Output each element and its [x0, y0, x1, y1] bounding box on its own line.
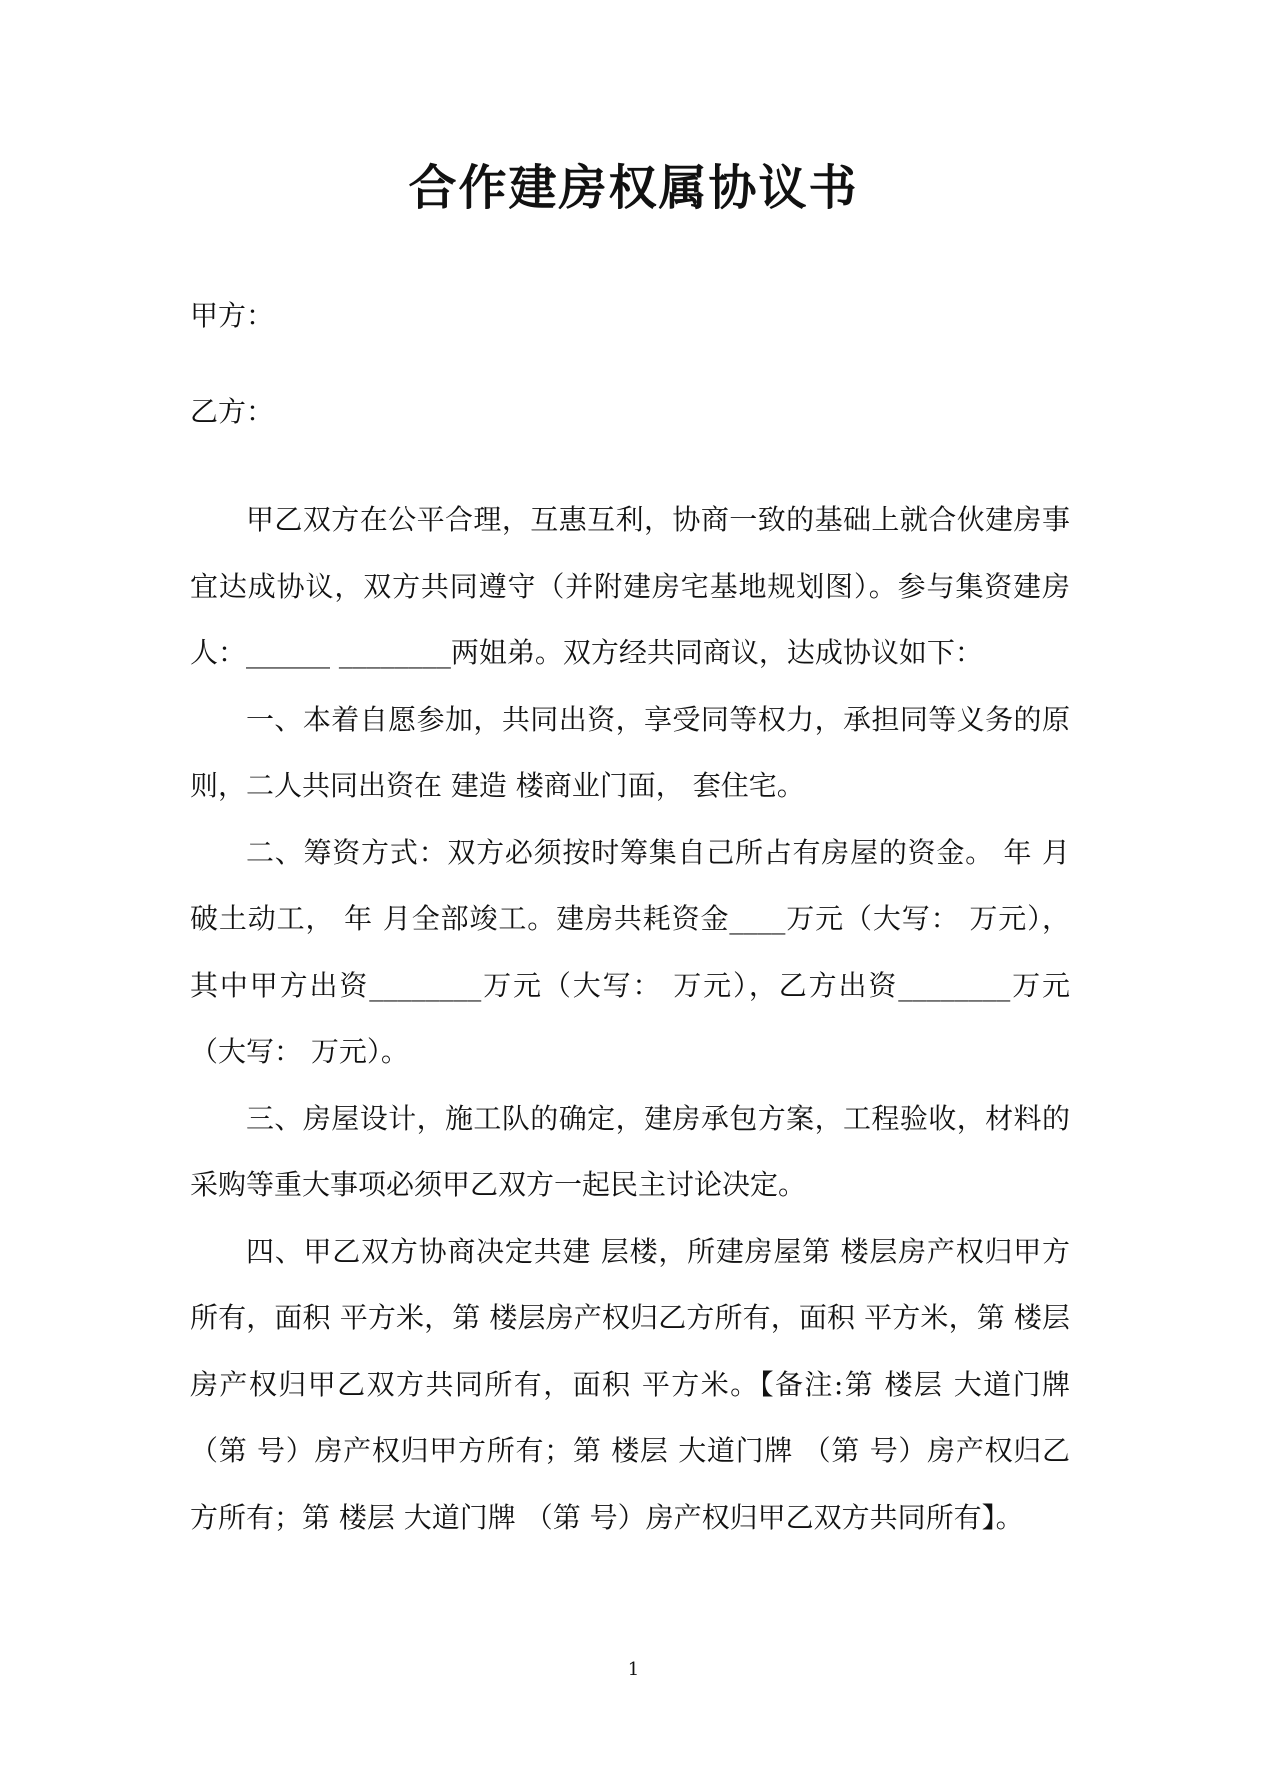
document-title: 合作建房权属协议书	[408, 160, 859, 216]
party-a-label: 甲方：	[190, 299, 275, 332]
paragraph-clause-4: 四、甲乙双方协商决定共建 层楼，所建房屋第 楼层房产权归甲方所有，面积 平方米，第 楼层房产权归乙方所有，面积 平方米，第 楼层房产权归甲乙双方共同所有，面积 平方米。【备注:第 楼层 大道门牌 （第 号）房产权归甲方所有；第 楼层 大道门牌 （第 号）房产权归乙方所有；第 楼层 大道门牌 （第 号）房产权归甲乙双方共同所有】。	[190, 1234, 1070, 1534]
paragraph-clause-3: 三、房屋设计，施工队的确定，建房承包方案，工程验收，材料的采购等重大事项必须甲乙双方一起民主讨论决定。	[190, 1101, 1070, 1201]
party-b-label: 乙方：	[190, 395, 275, 428]
paragraph-clause-2: 二、筹资方式：双方必须按时筹集自己所占有房屋的资金。 年 月破土动工， 年 月全部竣工。建房共耗资金____万元（大写： 万元），其中甲方出资________万元（大写： 万元），乙方出资________万元（大写： 万元）。	[190, 835, 1070, 1068]
page-number: 1	[627, 1659, 640, 1680]
paragraph-clause-1: 一、本着自愿参加，共同出资，享受同等权力，承担同等义务的原则，二人共同出资在 建造 楼商业门面， 套住宅。	[190, 702, 1070, 802]
paragraph-intro: 甲乙双方在公平合理，互惠互利，协商一致的基础上就合伙建房事宜达成协议，双方共同遵守（并附建房宅基地规划图）。参与集资建房人：______ ________两姐弟。双方经共同商议，达成协议如下：	[190, 503, 1070, 669]
agreement-body	[190, 487, 1070, 1551]
